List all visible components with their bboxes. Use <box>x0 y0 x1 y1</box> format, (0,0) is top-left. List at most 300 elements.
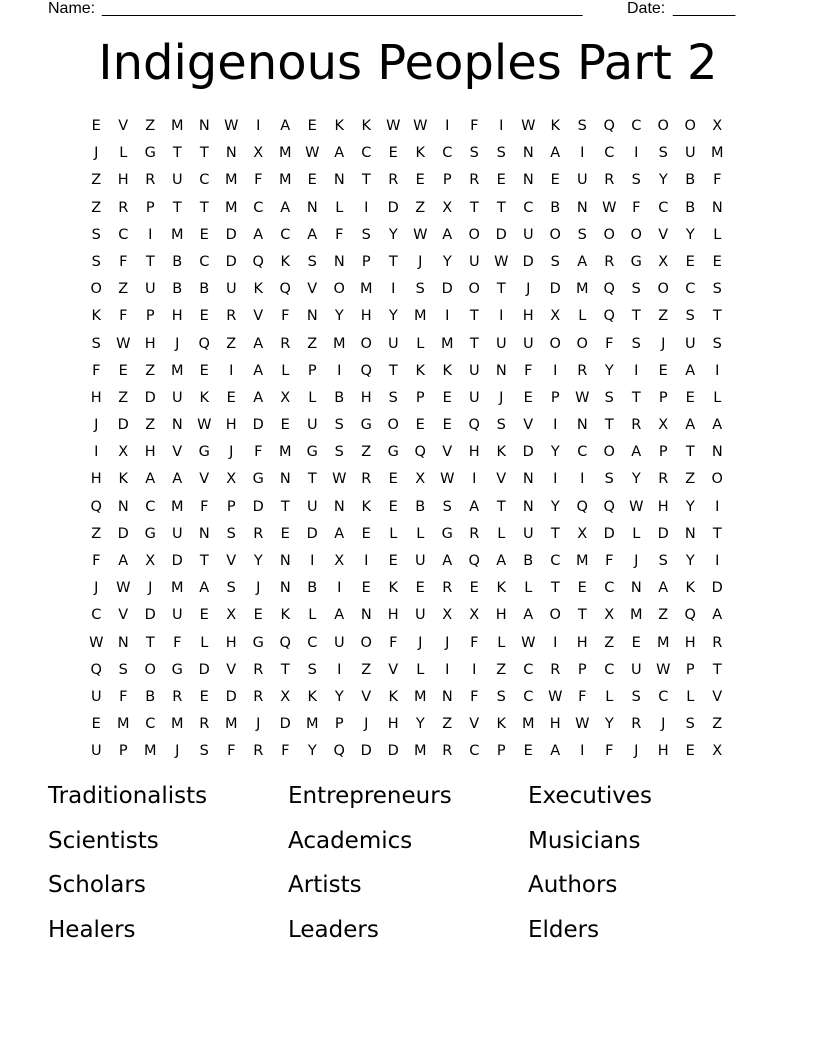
grid-letter: A <box>253 362 264 379</box>
grid-letter: C <box>307 634 318 651</box>
grid-letter: F <box>200 498 209 515</box>
grid-letter: M <box>575 281 589 298</box>
grid-letter: D <box>117 525 130 542</box>
grid-letter: N <box>333 172 346 189</box>
grid-letter: E <box>388 145 399 162</box>
grid-letter: E <box>550 172 561 189</box>
grid-letter: W <box>224 118 239 134</box>
grid-letter: L <box>497 634 506 651</box>
grid-letter: C <box>145 716 156 733</box>
grid-row <box>83 548 731 575</box>
grid-letter: P <box>442 172 453 189</box>
grid-letter: Z <box>145 118 156 134</box>
grid-letter: N <box>198 118 211 134</box>
grid-letter: N <box>441 688 454 705</box>
grid-letter: K <box>280 607 291 624</box>
grid-letter: K <box>388 688 399 705</box>
grid-letter: P <box>226 498 237 515</box>
grid-letter: A <box>658 580 669 597</box>
grid-letter: T <box>199 553 210 569</box>
grid-letter: W <box>629 498 644 515</box>
word-list-item: Scientists <box>48 827 159 854</box>
grid-letter: K <box>388 580 399 597</box>
grid-letter: A <box>631 444 642 461</box>
grid-letter: B <box>685 199 696 216</box>
grid-letter: A <box>550 145 561 162</box>
grid-letter: G <box>630 253 643 270</box>
grid-row <box>83 222 731 249</box>
word-list-item: Artists <box>288 872 362 898</box>
grid-letter: U <box>171 525 184 542</box>
grid-letter: P <box>577 661 588 678</box>
grid-letter: I <box>715 498 720 515</box>
grid-letter: Q <box>279 634 292 651</box>
grid-letter: Z <box>415 199 426 216</box>
grid-letter: B <box>145 688 156 705</box>
word-list-item: Traditionalists <box>48 783 208 809</box>
grid-letter: I <box>445 308 450 325</box>
grid-letter: J <box>418 253 423 270</box>
grid-letter: Y <box>388 308 399 325</box>
grid-letter: X <box>658 253 669 270</box>
name-label: Name: <box>48 0 96 17</box>
grid-letter: X <box>577 525 588 542</box>
grid-letter: M <box>170 716 184 733</box>
grid-letter: E <box>307 172 318 189</box>
grid-letter: H <box>117 172 130 189</box>
grid-letter: A <box>496 553 507 569</box>
grid-letter: O <box>549 335 562 352</box>
grid-letter: R <box>145 172 156 189</box>
grid-letter: F <box>254 444 263 461</box>
grid-row <box>83 113 731 140</box>
grid-letter: J <box>661 716 666 733</box>
grid-letter: S <box>91 253 102 270</box>
grid-letter: D <box>522 253 535 270</box>
grid-letter: V <box>118 607 129 624</box>
grid-letter: R <box>469 172 480 189</box>
grid-letter: G <box>144 145 157 162</box>
grid-letter: T <box>145 634 156 651</box>
word-list-item: Scholars <box>48 872 146 898</box>
grid-letter: I <box>337 580 342 597</box>
grid-letter: W <box>116 580 131 597</box>
grid-letter: F <box>470 688 479 705</box>
grid-letter: S <box>118 661 129 678</box>
grid-letter: S <box>631 281 642 298</box>
grid-letter: S <box>442 498 453 515</box>
grid-letter: K <box>496 716 507 733</box>
grid-letter: T <box>712 661 723 678</box>
grid-letter: M <box>278 172 292 189</box>
grid-letter: Z <box>307 335 318 352</box>
grid-letter: T <box>172 199 183 216</box>
grid-letter: L <box>281 362 290 379</box>
grid-letter: E <box>685 743 696 760</box>
grid-letter: S <box>334 444 345 461</box>
grid-letter: N <box>522 471 535 488</box>
grid-letter: U <box>468 253 481 270</box>
grid-letter: W <box>440 471 455 488</box>
grid-letter: S <box>469 145 480 162</box>
grid-letter: Y <box>388 226 399 243</box>
grid-letter: Q <box>468 417 481 434</box>
grid-letter: M <box>332 335 346 352</box>
grid-letter: X <box>550 308 561 325</box>
grid-letter: N <box>279 580 292 597</box>
date-field-line: _______ <box>673 0 736 17</box>
grid-letter: H <box>684 634 697 651</box>
grid-letter: Y <box>604 716 615 733</box>
grid-letter: A <box>280 199 291 216</box>
grid-letter: N <box>522 145 535 162</box>
grid-letter: S <box>334 417 345 434</box>
grid-letter: M <box>305 716 319 733</box>
grid-letter: F <box>173 634 182 651</box>
grid-letter: E <box>280 525 291 542</box>
grid-letter: S <box>199 743 210 760</box>
grid-letter: V <box>361 688 372 705</box>
grid-letter: N <box>333 253 346 270</box>
grid-letter: S <box>604 389 615 406</box>
grid-letter: W <box>386 118 401 134</box>
grid-letter: C <box>199 172 210 189</box>
grid-letter: R <box>604 253 615 270</box>
grid-letter: W <box>413 226 428 243</box>
grid-letter: U <box>522 525 535 542</box>
grid-letter: W <box>89 634 104 651</box>
grid-letter: A <box>199 580 210 597</box>
grid-letter: E <box>280 417 291 434</box>
word-search-grid <box>83 113 731 766</box>
grid-letter: H <box>387 716 400 733</box>
grid-letter: T <box>307 471 318 488</box>
grid-letter: H <box>90 389 103 406</box>
grid-letter: T <box>280 498 291 515</box>
grid-letter: I <box>553 362 558 379</box>
grid-letter: L <box>308 389 317 406</box>
grid-letter: N <box>684 525 697 542</box>
grid-letter: Y <box>658 172 669 189</box>
grid-letter: I <box>445 661 450 678</box>
grid-row <box>83 684 731 711</box>
grid-letter: D <box>387 199 400 216</box>
grid-letter: E <box>523 743 534 760</box>
grid-letter: S <box>658 553 669 569</box>
grid-letter: J <box>256 580 261 597</box>
grid-letter: S <box>577 118 588 134</box>
grid-letter: Z <box>604 634 615 651</box>
grid-letter: A <box>712 607 723 624</box>
grid-letter: V <box>712 688 723 705</box>
worksheet-header <box>48 0 748 20</box>
word-list-item: Entrepreneurs <box>288 783 452 809</box>
grid-letter: M <box>278 444 292 461</box>
grid-letter: Z <box>118 281 129 298</box>
grid-letter: T <box>145 253 156 270</box>
grid-letter: N <box>198 525 211 542</box>
grid-letter: T <box>577 607 588 624</box>
grid-letter: Z <box>145 417 156 434</box>
grid-letter: C <box>145 498 156 515</box>
grid-row <box>83 195 731 222</box>
grid-letter: D <box>144 389 157 406</box>
grid-letter: J <box>661 335 666 352</box>
grid-letter: Y <box>415 716 426 733</box>
grid-letter: S <box>685 308 696 325</box>
grid-letter: C <box>658 688 669 705</box>
grid-letter: I <box>580 743 585 760</box>
grid-letter: S <box>685 716 696 733</box>
grid-letter: D <box>171 553 184 569</box>
grid-letter: Z <box>91 199 102 216</box>
grid-letter: W <box>521 634 536 651</box>
grid-letter: C <box>442 145 453 162</box>
grid-letter: Z <box>442 716 453 733</box>
grid-letter: K <box>550 118 561 134</box>
grid-letter: Q <box>252 253 265 270</box>
grid-letter: N <box>225 145 238 162</box>
grid-letter: A <box>253 226 264 243</box>
name-field-line: ______________________________________________________ <box>102 0 583 17</box>
grid-letter: U <box>522 226 535 243</box>
page-title: Indigenous Peoples Part 2 <box>98 35 718 91</box>
grid-letter: X <box>145 553 156 569</box>
grid-letter: T <box>631 389 642 406</box>
grid-letter: F <box>605 553 614 569</box>
grid-letter: Y <box>307 743 318 760</box>
grid-row <box>83 331 731 358</box>
grid-letter: L <box>416 661 425 678</box>
grid-letter: U <box>171 607 184 624</box>
grid-row <box>83 494 731 521</box>
grid-letter: I <box>310 553 315 569</box>
grid-letter: R <box>199 716 210 733</box>
grid-row <box>83 630 731 657</box>
grid-letter: R <box>577 362 588 379</box>
grid-letter: D <box>144 607 157 624</box>
grid-letter: D <box>225 253 238 270</box>
grid-letter: R <box>226 308 237 325</box>
grid-letter: I <box>229 362 234 379</box>
grid-letter: F <box>335 226 344 243</box>
grid-letter: P <box>550 389 561 406</box>
grid-letter: M <box>170 498 184 515</box>
grid-letter: R <box>253 743 264 760</box>
grid-letter: E <box>91 716 102 733</box>
grid-row <box>83 711 731 738</box>
grid-letter: F <box>119 308 128 325</box>
grid-row <box>83 575 731 602</box>
grid-letter: U <box>225 281 238 298</box>
grid-letter: Q <box>468 553 481 569</box>
grid-letter: S <box>226 580 237 597</box>
grid-letter: U <box>306 498 319 515</box>
grid-letter: Q <box>90 661 103 678</box>
grid-letter: G <box>441 525 454 542</box>
grid-letter: K <box>334 118 345 134</box>
grid-letter: O <box>684 118 697 134</box>
grid-letter: R <box>712 634 723 651</box>
grid-letter: F <box>119 688 128 705</box>
grid-letter: J <box>418 634 423 651</box>
grid-letter: M <box>440 335 454 352</box>
grid-letter: N <box>279 471 292 488</box>
grid-letter: N <box>522 172 535 189</box>
grid-letter: S <box>550 253 561 270</box>
grid-letter: O <box>630 226 643 243</box>
grid-letter: R <box>469 525 480 542</box>
grid-letter: Z <box>658 308 669 325</box>
grid-letter: C <box>523 688 534 705</box>
grid-letter: W <box>575 716 590 733</box>
grid-letter: X <box>415 471 426 488</box>
grid-letter: R <box>118 199 129 216</box>
grid-letter: A <box>334 525 345 542</box>
grid-letter: Y <box>685 553 696 569</box>
grid-letter: A <box>253 335 264 352</box>
grid-letter: D <box>252 417 265 434</box>
grid-letter: L <box>119 145 128 162</box>
grid-letter: B <box>550 199 561 216</box>
grid-letter: M <box>170 362 184 379</box>
grid-letter: C <box>604 580 615 597</box>
grid-letter: I <box>364 553 369 569</box>
grid-letter: P <box>658 444 669 461</box>
grid-letter: L <box>524 580 533 597</box>
grid-letter: I <box>391 281 396 298</box>
grid-letter: A <box>577 253 588 270</box>
grid-letter: W <box>548 688 563 705</box>
grid-letter: V <box>469 716 480 733</box>
grid-letter: Y <box>685 226 696 243</box>
grid-letter: W <box>494 253 509 270</box>
grid-letter: N <box>576 199 589 216</box>
grid-letter: F <box>605 335 614 352</box>
grid-letter: F <box>227 743 236 760</box>
grid-letter: E <box>307 118 318 134</box>
grid-letter: V <box>226 553 237 569</box>
grid-letter: L <box>389 525 398 542</box>
grid-letter: E <box>442 389 453 406</box>
grid-letter: O <box>468 281 481 298</box>
grid-letter: N <box>711 199 724 216</box>
grid-letter: T <box>496 199 507 216</box>
grid-letter: O <box>657 118 670 134</box>
grid-letter: H <box>360 308 373 325</box>
grid-letter: C <box>280 226 291 243</box>
grid-letter: X <box>280 389 291 406</box>
grid-letter: O <box>549 607 562 624</box>
grid-letter: H <box>144 335 157 352</box>
grid-letter: O <box>657 281 670 298</box>
grid-letter: A <box>334 607 345 624</box>
grid-letter: D <box>495 226 508 243</box>
grid-letter: H <box>657 498 670 515</box>
grid-letter: P <box>334 716 345 733</box>
grid-letter: L <box>713 226 722 243</box>
grid-letter: S <box>631 688 642 705</box>
grid-letter: C <box>361 145 372 162</box>
grid-letter: F <box>389 634 398 651</box>
grid-letter: Q <box>576 498 589 515</box>
grid-letter: B <box>307 580 318 597</box>
grid-letter: D <box>279 716 292 733</box>
grid-letter: I <box>553 417 558 434</box>
grid-letter: U <box>576 172 589 189</box>
grid-letter: W <box>413 118 428 134</box>
grid-letter: R <box>658 471 669 488</box>
grid-letter: D <box>387 743 400 760</box>
grid-letter: E <box>442 417 453 434</box>
grid-letter: A <box>442 226 453 243</box>
grid-letter: O <box>333 281 346 298</box>
grid-letter: J <box>634 743 639 760</box>
grid-letter: S <box>226 525 237 542</box>
grid-letter: J <box>94 417 99 434</box>
grid-letter: A <box>685 417 696 434</box>
word-list-item: Elders <box>528 916 600 943</box>
grid-letter: J <box>94 580 99 597</box>
grid-letter: M <box>170 226 184 243</box>
grid-row <box>83 140 731 167</box>
grid-letter: E <box>118 362 129 379</box>
grid-letter: I <box>472 471 477 488</box>
grid-letter: T <box>550 580 561 597</box>
grid-letter: T <box>172 145 183 162</box>
grid-letter: E <box>199 362 210 379</box>
grid-letter: V <box>307 281 318 298</box>
grid-letter: N <box>360 607 373 624</box>
grid-letter: T <box>199 145 210 162</box>
grid-letter: X <box>712 118 723 134</box>
grid-letter: X <box>226 471 237 488</box>
grid-letter: J <box>499 389 504 406</box>
grid-letter: J <box>364 716 369 733</box>
grid-letter: S <box>496 145 507 162</box>
grid-letter: A <box>523 607 534 624</box>
grid-letter: L <box>497 525 506 542</box>
grid-letter: Y <box>334 688 345 705</box>
grid-letter: T <box>496 498 507 515</box>
grid-letter: C <box>550 553 561 569</box>
grid-letter: F <box>605 743 614 760</box>
grid-letter: E <box>469 580 480 597</box>
grid-letter: Z <box>658 607 669 624</box>
grid-letter: V <box>118 118 129 134</box>
word-list <box>48 776 768 954</box>
grid-letter: R <box>631 716 642 733</box>
grid-letter: R <box>442 580 453 597</box>
grid-letter: C <box>631 118 642 134</box>
grid-letter: O <box>549 226 562 243</box>
grid-letter: U <box>468 389 481 406</box>
grid-letter: K <box>118 471 129 488</box>
grid-letter: U <box>387 335 400 352</box>
grid-letter: Q <box>684 607 697 624</box>
grid-letter: F <box>524 362 533 379</box>
grid-letter: O <box>711 471 724 488</box>
grid-letter: M <box>143 743 157 760</box>
grid-letter: Q <box>198 335 211 352</box>
grid-letter: S <box>361 226 372 243</box>
grid-letter: H <box>360 389 373 406</box>
grid-letter: T <box>712 308 723 325</box>
grid-row <box>83 521 731 548</box>
grid-letter: C <box>604 661 615 678</box>
grid-letter: Q <box>279 281 292 298</box>
grid-letter: E <box>712 253 723 270</box>
